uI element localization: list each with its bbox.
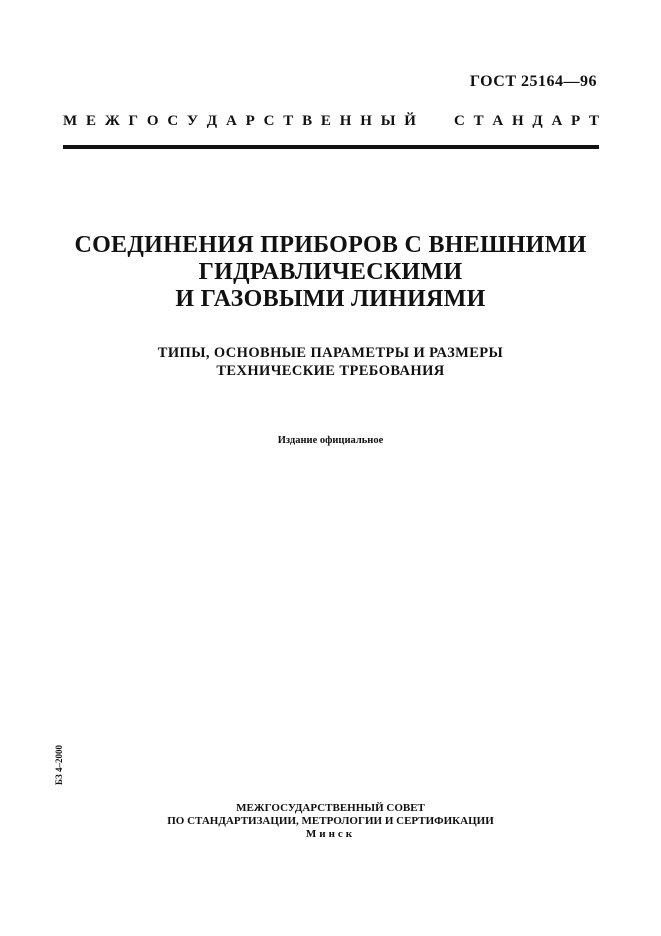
letter: А (492, 113, 504, 129)
letter: Т (588, 113, 599, 129)
publisher-line: ПО СТАНДАРТИЗАЦИИ, МЕТРОЛОГИИ И СЕРТИФИКАЦИИ (167, 815, 494, 827)
gost-number: ГОСТ 25164—96 (469, 73, 597, 90)
letter: Г (128, 113, 139, 129)
letter: О (146, 113, 159, 129)
letter: Т (283, 113, 294, 129)
letter: В (302, 113, 313, 129)
title-line: И ГАЗОВЫМИ ЛИНИЯМИ (175, 286, 486, 312)
letter: М (63, 113, 78, 129)
letter: Ж (104, 113, 120, 129)
header-divider (63, 145, 599, 149)
letter: Д (532, 113, 543, 129)
publisher-block (40, 802, 621, 841)
letter: Ы (380, 113, 396, 129)
letter: Н (511, 113, 524, 129)
publisher-city: Минск (305, 828, 356, 840)
letter: С (263, 113, 275, 129)
letter: Р (245, 113, 255, 129)
letter: С (454, 113, 465, 129)
edition-note: Издание официальное (277, 435, 384, 446)
standard-kind-word-interstate (63, 113, 416, 130)
letter: А (551, 113, 563, 129)
letter: Д (206, 113, 218, 129)
title-line: СОЕДИНЕНИЯ ПРИБОРОВ С ВНЕШНИМИ (74, 232, 587, 258)
publisher-line: МЕЖГОСУДАРСТВЕННЫЙ СОВЕТ (236, 802, 425, 814)
letter: Р (571, 113, 581, 129)
title-line: ГИДРАВЛИЧЕСКИМИ (198, 259, 463, 285)
standard-kind-heading (63, 113, 599, 130)
letter: Н (360, 113, 372, 129)
letter: Н (339, 113, 352, 129)
letter: У (186, 113, 198, 129)
letter: Е (85, 113, 96, 129)
subtitle-line: ТИПЫ, ОСНОВНЫЕ ПАРАМЕТРЫ И РАЗМЕРЫ (157, 345, 504, 361)
letter: А (225, 113, 237, 129)
letter: Й (404, 113, 416, 129)
letter: Т (473, 113, 484, 129)
subtitle-line: ТЕХНИЧЕСКИЕ ТРЕБОВАНИЯ (216, 363, 445, 379)
side-code: БЗ 4–2000 (54, 745, 64, 785)
document-title (40, 232, 621, 313)
document-subtitle (40, 344, 621, 380)
letter: Е (320, 113, 331, 129)
standard-kind-word-standard (454, 113, 599, 130)
letter: С (167, 113, 179, 129)
